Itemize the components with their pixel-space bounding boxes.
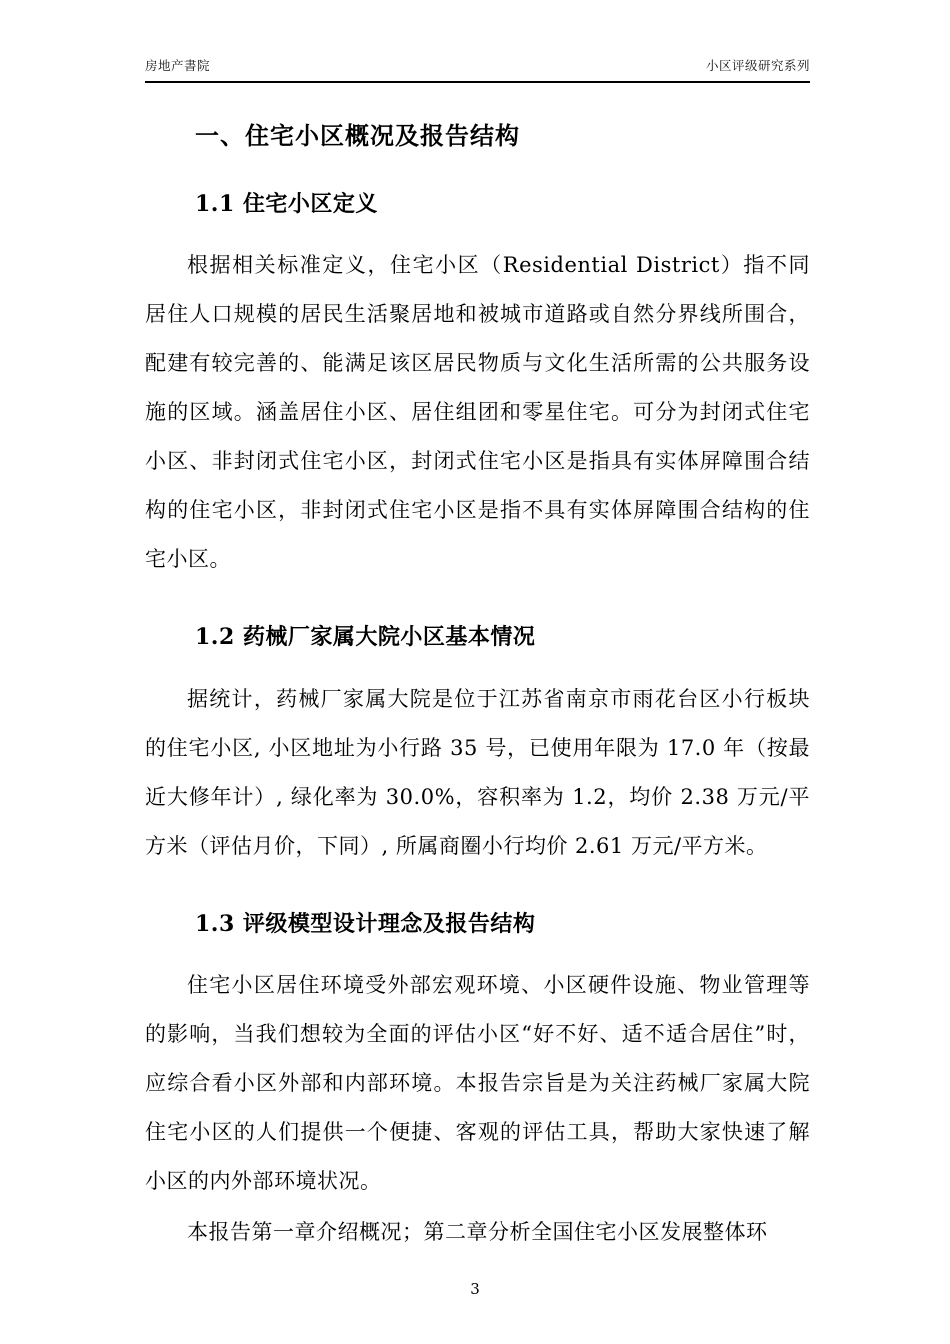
- paragraph-model-concept: 住宅小区居住环境受外部宏观环境、小区硬件设施、物业管理等的影响，当我们想较为全面的评估小区“好不好、适不适合居住”时，应综合看小区外部和内部环境。本报告宗旨是为关注药械厂家属大院住宅小区的人们提供一个便捷、客观的评估工具，帮助大家快速了解小区的内外部环境状况。: [145, 973, 810, 1194]
- header-right-text: 小区评级研究系列: [705, 58, 810, 73]
- section-heading-1-2: 1.2 药械厂家属大院小区基本情况: [195, 624, 536, 651]
- page-number: 3: [470, 1280, 480, 1298]
- header-left-text: 房地产書院: [145, 58, 211, 73]
- chapter-title: 一、住宅小区概况及报告结构: [195, 121, 520, 150]
- section-heading-1-1: 1.1 住宅小区定义: [195, 191, 378, 217]
- paragraph-definition: 根据相关标准定义，住宅小区（Residential District）指不同居住人口规模的居民生活聚居地和被城市道路或自然分界线所围合，配建有较完善的、能满足该区居民物质与文化生活所需的公共服务设施的区域。涵盖居住小区、居住组团和零星住宅。可分为封闭式住宅小区、非封闭式住宅小区，封闭式住宅小区是指具有实体屏障围合结构的住宅小区，非封闭式住宅小区是指不具有实体屏障围合结构的住宅小区。: [145, 253, 810, 572]
- page-footer: [0, 1280, 950, 1298]
- page-header: [145, 56, 810, 83]
- section-heading-1-3: 1.3 评级模型设计理念及报告结构: [195, 910, 536, 937]
- paragraph-report-structure: 本报告第一章介绍概况；第二章分析全国住宅小区发展整体环: [187, 1220, 768, 1245]
- paragraph-basic-info: 据统计，药械厂家属大院是位于江苏省南京市雨花台区小行板块的住宅小区, 小区地址为小行路 35 号，已使用年限为 17.0 年（按最近大修年计）, 绿化率为 30.0%，容积率为 1.2，均价 2.38 万元/平方米（评估月价，下同）, 所属商圈小行均价 2.61 万元/平方米。: [145, 686, 810, 858]
